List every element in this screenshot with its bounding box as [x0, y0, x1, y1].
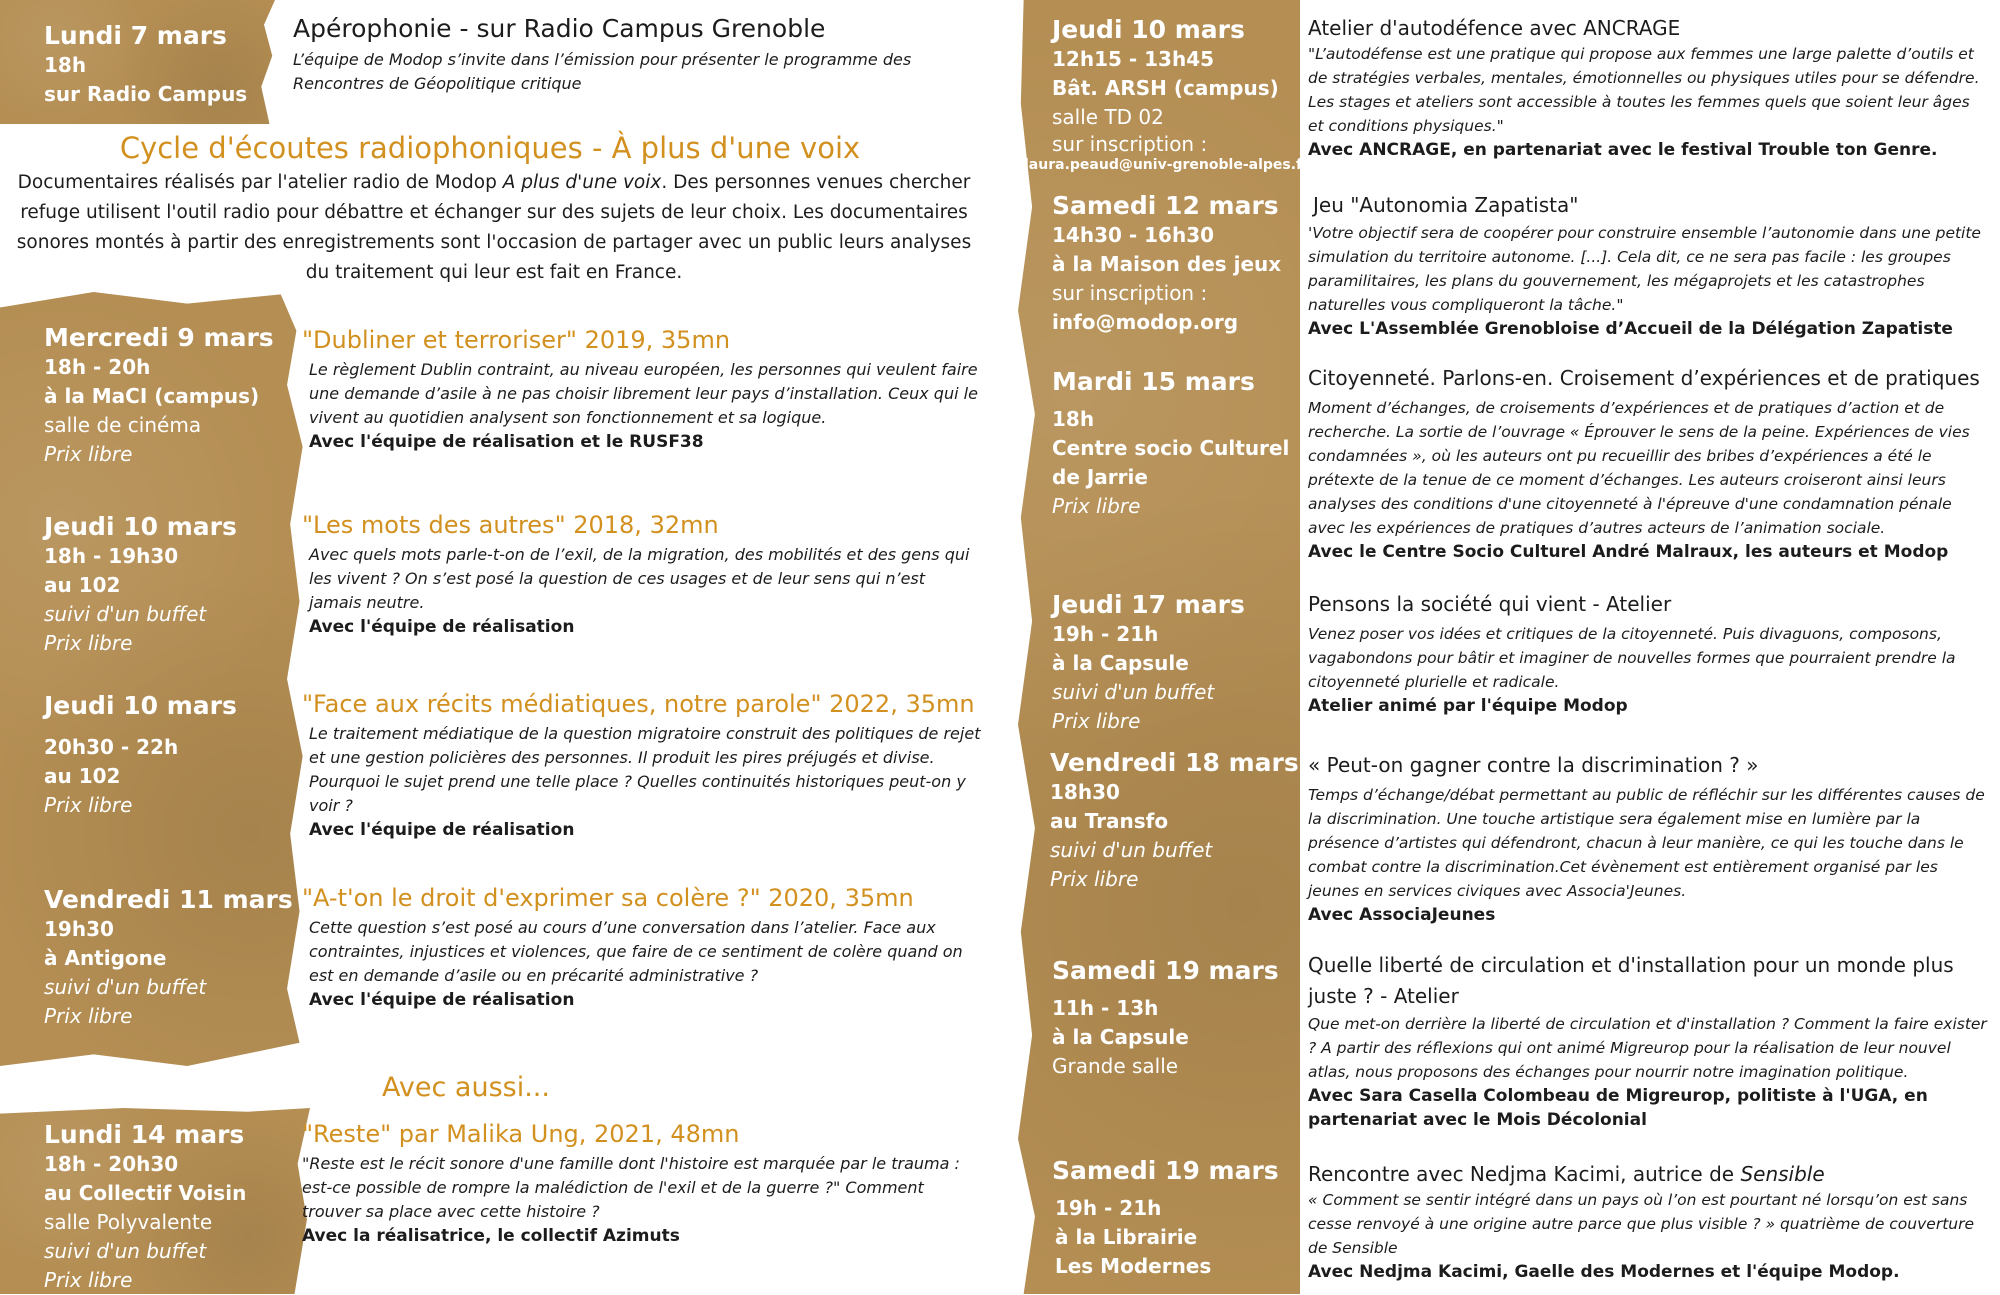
event-title: "Les mots des autres" 2018, 32mn [302, 511, 719, 539]
right-date-7 [1052, 1155, 1279, 1281]
extra: suivi d'un buffet [1050, 838, 1213, 862]
date-day: Mercredi 9 mars [44, 323, 274, 352]
place: à la Capsule [1052, 651, 1189, 675]
right-date-1 [1024, 14, 1310, 174]
price: Prix libre [1050, 867, 1139, 891]
top-event-title: Apérophonie - sur Radio Campus Grenoble [293, 14, 826, 43]
event-title: "A-t'on le droit d'exprimer sa colère ?" 2020, 35mn [302, 884, 914, 912]
event-desc: Venez poser vos idées et critiques de la citoyenneté. Puis divaguons, composons, vagabondons pour bâtir et imaginer de nouvelles formes que pourraient prendre la citoyenneté plurielle et radicale. [1308, 625, 1956, 691]
price: Prix libre [1052, 709, 1141, 733]
time: 20h30 - 22h [44, 735, 179, 759]
place: à la Librairie [1055, 1225, 1198, 1249]
left-event-4 [302, 882, 992, 1012]
extra: suivi d'un buffet [44, 975, 207, 999]
right-date-3 [1052, 366, 1289, 521]
cycle-intro-after: . Des personnes venues chercher refuge utilisent l'outil radio pour débattre et échanger sur des sujets de leur choix. Les documentaires sonores montés à partir des enregistrements sont l'occasion de partager avec un public leurs analyses du traitement qui leur est fait en France. [16, 172, 972, 283]
time: 18h - 19h30 [44, 544, 179, 568]
event-avec: Avec AssociaJeunes [1308, 905, 1496, 925]
extra: suivi d'un buffet [44, 602, 207, 626]
date-day: Jeudi 10 mars [44, 691, 237, 720]
price: Prix libre [44, 1268, 133, 1292]
right-date-5 [1050, 747, 1299, 894]
left-event-1 [302, 324, 982, 454]
event-desc: Avec quels mots parle-t-on de l’exil, de la migration, des mobilités et des gens qui les vivent ? On s’est posé la question de ces usages et de leur sens qui n’est jamais neutre. [309, 545, 970, 612]
time: 19h - 21h [1052, 622, 1159, 646]
date-day: Samedi 12 mars [1052, 191, 1279, 220]
registration: sur inscription : [1052, 281, 1208, 305]
extra: suivi d'un buffet [1052, 680, 1215, 704]
right-event-1 [1308, 14, 1984, 162]
event-desc: Moment d’échanges, de croisements d’expériences et de pratiques d’action et de recherche. La sortie de l’ouvrage « Éprouver le sens de la peine. Expériences de vies condamnées », où les auteurs ont pu recueillir des bribes d’expériences a été le prétexte de la tenue de ce moment d’échanges. Les auteurs croiseront ainsi leurs analyses des conditions d'une citoyenneté à l'épreuve d'une condamnation pénale avec les expériences de pratiques d’autres acteurs de l’animation sociale. [1308, 399, 1970, 537]
price: Prix libre [44, 442, 133, 466]
date-day: Lundi 14 mars [44, 1120, 245, 1149]
event-avec: Avec L'Assemblée Grenobloise d’Accueil de la Délégation Zapatiste [1308, 319, 1953, 339]
avec-aussi-heading: Avec aussi... [382, 1072, 550, 1103]
event-desc: Le traitement médiatique de la question migratoire construit des politiques de rejet et une gestion policières des personnes. Il produit les pires préjugés et divise. Pourquoi le sujet prend une telle place ? Quelles continuités historiques peut-on y voir ? [309, 724, 981, 815]
right-event-7 [1308, 1160, 1990, 1284]
event-title [1308, 1160, 1990, 1188]
event-desc: Temps d’échange/débat permettant au public de réfléchir sur les différentes causes de la discrimination. Une touche artistique sera également mise en lumière par la présence d’artistes qui défendront, chacun à leur manière, ce qui les touche dans le combat contre la discrimination.Cet évènement est entièrement organisé par les jeunes en services civiques avec Associa'Jeunes. [1308, 786, 1985, 900]
registration-email: info@modop.org [1052, 310, 1239, 334]
price: Prix libre [44, 1004, 133, 1028]
event-title: Jeu "Autonomia Zapatista" [1313, 193, 1579, 217]
left-event-3 [302, 688, 992, 842]
right-event-5 [1308, 751, 1990, 927]
event-avec: Avec la réalisatrice, le collectif Azimuts [302, 1226, 680, 1246]
event-avec: Avec ANCRAGE, en partenariat avec le festival Trouble ton Genre. [1308, 140, 1938, 160]
right-event-6 [1308, 950, 1990, 1132]
date-day: Jeudi 17 mars [1052, 590, 1245, 619]
event-desc: "L’autodéfense est une pratique qui propose aux femmes une large palette d’outils et de stratégies verbales, mentales, émotionnelles ou physiques utiles pour se défendre. Les stages et ateliers sont accessible à toutes les femmes quels que soient leur âges et conditions physiques." [1308, 45, 1980, 135]
price: Prix libre [1052, 494, 1141, 518]
event-avec: Avec le Centre Socio Culturel André Malraux, les auteurs et Modop [1308, 542, 1949, 562]
price: Prix libre [44, 631, 133, 655]
left-event-2-date [44, 511, 237, 658]
event-avec: Avec Sara Casella Colombeau de Migreurop, politiste à l'UGA, en partenariat avec le Mois Décolonial [1308, 1086, 1928, 1130]
event-title: "Dubliner et terroriser" 2019, 35mn [302, 326, 731, 354]
event-avec: Avec l'équipe de réalisation [309, 617, 575, 637]
place: à la MaCI (campus) [44, 384, 260, 408]
time: 19h30 [44, 917, 114, 941]
right-date-2 [1052, 190, 1281, 337]
event-avec: Avec l'équipe de réalisation [309, 990, 575, 1010]
date-day: Vendredi 18 mars [1050, 748, 1299, 777]
left-event-4-date [44, 884, 293, 1031]
top-event [293, 12, 973, 96]
event-title: Pensons la société qui vient - Atelier [1308, 592, 1672, 616]
place: à la Maison des jeux [1052, 252, 1282, 276]
place: au 102 [44, 764, 121, 788]
reste-event-date [44, 1119, 246, 1295]
extra: salle Polyvalente [44, 1210, 213, 1234]
date-day: Jeudi 10 mars [1052, 15, 1245, 44]
date-day: Vendredi 11 mars [44, 885, 293, 914]
time: 12h15 - 13h45 [1052, 47, 1215, 71]
extra: suivi d'un buffet [44, 1239, 207, 1263]
cycle-intro-italic: A plus d'une voix [502, 172, 662, 193]
date-day: Samedi 19 mars [1052, 1156, 1279, 1185]
top-event-desc: L’équipe de Modop s’invite dans l’émission pour présenter le programme des Rencontres de Géopolitique critique [293, 50, 912, 93]
event-desc: 'Votre objectif sera de coopérer pour construire ensemble l’autonomie dans une petite simulation du territoire autonome. [...]. Cela dit, ce ne sera pas facile : les groupes paramilitaires, les plans du gouvernement, les mégaprojets et les catastrophes naturelles vous compliqueront la tâche." [1308, 224, 1981, 314]
right-event-3 [1308, 364, 1990, 564]
event-title-text: Rencontre avec Nedjma Kacimi, autrice de [1308, 1162, 1741, 1186]
time: 18h - 20h30 [44, 1152, 179, 1176]
event-title: Citoyenneté. Parlons-en. Croisement d’expériences et de pratiques [1308, 366, 1980, 390]
date-day: Jeudi 10 mars [44, 512, 237, 541]
place: au Collectif Voisin [44, 1181, 247, 1205]
place: Les Modernes [1055, 1254, 1212, 1278]
event-avec: Atelier animé par l'équipe Modop [1308, 696, 1628, 716]
right-event-4 [1308, 590, 1990, 718]
place: au Transfo [1050, 809, 1169, 833]
place: à Antigone [44, 946, 167, 970]
date-day: Lundi 7 mars [44, 21, 227, 50]
cycle-intro [14, 168, 974, 288]
event-desc: "Reste est le récit sonore d'une famille dont l'histoire est marquée par le trauma : est-ce possible de rompre la malédiction de l'exil et de la guerre ?" Comment trouver sa place avec cette histoire ? [302, 1154, 960, 1221]
time: 14h30 - 16h30 [1052, 223, 1215, 247]
place: de Jarrie [1052, 465, 1148, 489]
event-avec: Avec l'équipe de réalisation et le RUSF38 [309, 432, 704, 452]
registration: sur inscription : [1052, 132, 1208, 156]
time: 19h - 21h [1055, 1196, 1162, 1220]
event-title: « Peut-on gagner contre la discrimination ? » [1308, 753, 1759, 777]
registration-email: laura.peaud@univ-grenoble-alpes.fr [1024, 157, 1310, 173]
time: 18h30 [1050, 780, 1120, 804]
right-date-4 [1052, 589, 1245, 736]
place: au 102 [44, 573, 121, 597]
event-desc: Le règlement Dublin contraint, au niveau européen, les personnes qui veulent faire une demande d’asile à ne pas choisir librement leur pays d’installation. Ceux qui le vivent au quotidien analysent son fonctionnement et sa logique. [309, 360, 978, 427]
cycle-intro-before: Documentaires réalisés par l'atelier radio de Modop [17, 172, 503, 193]
place: Centre socio Culturel [1052, 436, 1290, 460]
price: Prix libre [44, 793, 133, 817]
event-title: Quelle liberté de circulation et d'installation pour un monde plus juste ? - Atelier [1308, 953, 1954, 1008]
top-event-date [44, 20, 247, 109]
extra: salle de cinéma [44, 413, 202, 437]
date-day: Mardi 15 mars [1052, 367, 1255, 396]
left-event-3-date [44, 690, 237, 820]
event-avec: Avec l'équipe de réalisation [309, 820, 575, 840]
event-title: "Face aux récits médiatiques, notre parole" 2022, 35mn [302, 690, 975, 718]
cycle-title: Cycle d'écoutes radiophoniques - À plus d'une voix [119, 131, 861, 165]
room: salle TD 02 [1052, 105, 1164, 129]
place: sur Radio Campus [44, 82, 248, 106]
reste-event [302, 1118, 972, 1248]
place: à la Capsule [1052, 1025, 1189, 1049]
left-event-1-date [44, 322, 274, 469]
left-event-2 [302, 509, 982, 639]
event-desc: Que met-on derrière la liberté de circulation et d'installation ? Comment la faire exister ? A partir des réflexions qui ont animé Migreurop pour la réalisation de leur nouvel atlas, nous proposons des échanges pour nourrir notre imagination politique. [1308, 1015, 1987, 1081]
event-title-book: Sensible [1740, 1162, 1825, 1186]
time: 18h [44, 53, 87, 77]
time: 11h - 13h [1052, 996, 1159, 1020]
room: Grande salle [1052, 1054, 1179, 1078]
event-desc: « Comment se sentir intégré dans un pays où l’on est pourtant né lorsqu’on est sans cesse renvoyé à une origine autre parce que plus visible ? » quatrième de couverture de Sensible [1308, 1191, 1975, 1257]
event-desc: Cette question s’est posé au cours d’une conversation dans l’atelier. Face aux contraintes, injustices et violences, que faire de ce sentiment de colère quand on est en demande d’asile ou en précarité administrative ? [309, 918, 963, 985]
time: 18h [1052, 407, 1095, 431]
event-avec: Avec Nedjma Kacimi, Gaelle des Modernes et l'équipe Modop. [1308, 1262, 1900, 1282]
event-title: "Reste" par Malika Ung, 2021, 48mn [302, 1120, 740, 1148]
event-title: Atelier d'autodéfence avec ANCRAGE [1308, 16, 1681, 40]
right-date-6 [1052, 955, 1279, 1081]
date-day: Samedi 19 mars [1052, 956, 1279, 985]
right-event-2 [1308, 191, 1990, 341]
time: 18h - 20h [44, 355, 151, 379]
place: Bât. ARSH (campus) [1052, 76, 1279, 100]
